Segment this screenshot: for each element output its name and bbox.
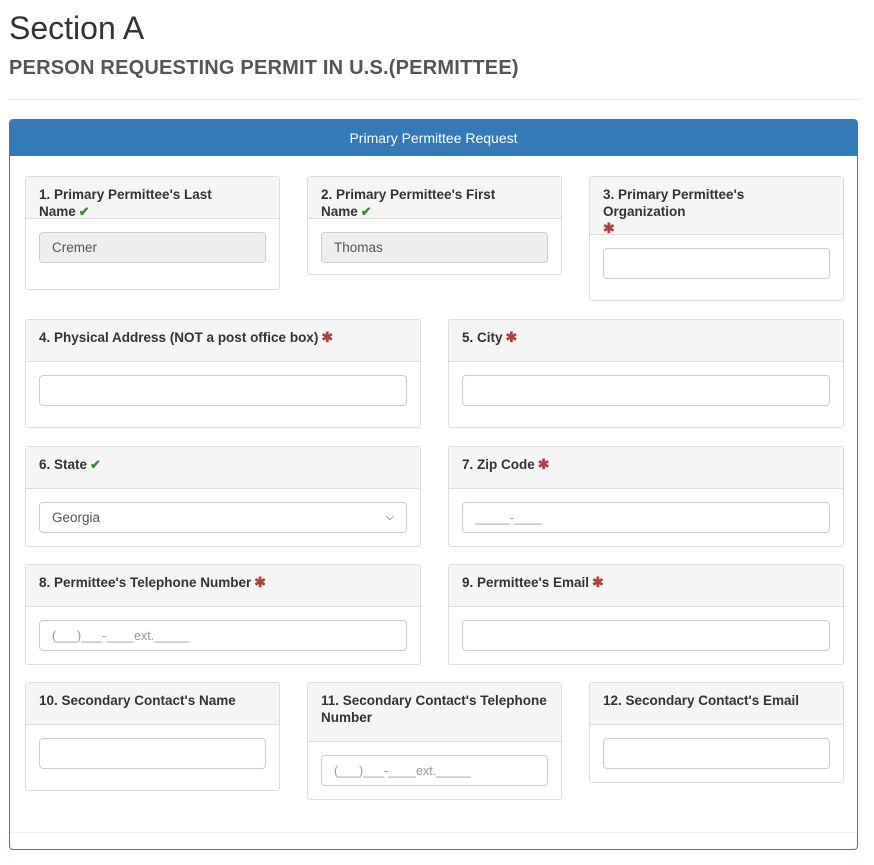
panel-footer-divider (10, 832, 857, 833)
address-field[interactable] (39, 375, 407, 406)
secondary-email-field[interactable] (603, 738, 830, 769)
secondary-name-card (25, 682, 280, 791)
first-name-card (307, 176, 562, 275)
check-icon: ✔ (360, 204, 372, 219)
asterisk-icon: ✱ (321, 329, 334, 345)
asterisk-icon: ✱ (254, 574, 267, 590)
panel-heading: Primary Permittee Request (10, 120, 857, 156)
city-field[interactable] (462, 375, 830, 406)
asterisk-icon: ✱ (537, 456, 550, 472)
last-name-field[interactable]: Cremer (39, 232, 266, 263)
secondary-name-field[interactable] (39, 738, 266, 769)
first-name-field[interactable]: Thomas (321, 232, 548, 263)
zip-label: 7. Zip Code (462, 457, 535, 472)
permittee-panel (9, 119, 858, 850)
secondary-phone-label: 11. Secondary Contact's Telephone Number (321, 693, 547, 725)
city-card (448, 319, 844, 428)
asterisk-icon: ✱ (603, 220, 615, 236)
city-label: 5. City (462, 330, 503, 345)
secondary-email-label: 12. Secondary Contact's Email (603, 693, 800, 708)
organization-field[interactable] (603, 248, 830, 279)
asterisk-icon: ✱ (592, 574, 604, 590)
state-card (25, 446, 421, 547)
secondary-phone-card (307, 682, 562, 800)
secondary-phone-field[interactable]: (___)___-____ext._____ (321, 755, 548, 786)
secondary-email-card (589, 682, 844, 783)
phone-field[interactable]: (___)___-____ext._____ (39, 620, 407, 651)
asterisk-icon: ✱ (505, 329, 518, 345)
address-card (25, 319, 421, 428)
state-select[interactable]: Georgia ⌵ (39, 502, 407, 533)
phone-label: 8. Permittee's Telephone Number (39, 575, 252, 590)
check-icon: ✔ (90, 457, 101, 472)
section-title: Section A (9, 10, 145, 46)
organization-label: 3. Primary Permittee's Organization (603, 187, 745, 219)
check-icon: ✔ (78, 204, 90, 219)
chevron-down-icon: ⌵ (385, 511, 394, 523)
last-name-card (25, 176, 280, 290)
email-field[interactable] (462, 620, 830, 651)
section-subtitle: PERSON REQUESTING PERMIT IN U.S.(PERMITTEE) (9, 57, 519, 79)
state-label: 6. State (39, 457, 88, 472)
first-name-label: 2. Primary Permittee's First Name (321, 187, 496, 219)
zip-field[interactable]: _____-____ (462, 502, 830, 533)
email-label: 9. Permittee's Email (462, 575, 590, 590)
last-name-label: 1. Primary Permittee's Last Name (39, 187, 212, 219)
address-label: 4. Physical Address (NOT a post office box) (39, 330, 319, 345)
secondary-name-label: 10. Secondary Contact's Name (39, 693, 236, 708)
divider (9, 99, 860, 100)
phone-card (25, 564, 421, 665)
organization-card (589, 176, 844, 301)
email-card (448, 564, 844, 665)
zip-card (448, 446, 844, 547)
